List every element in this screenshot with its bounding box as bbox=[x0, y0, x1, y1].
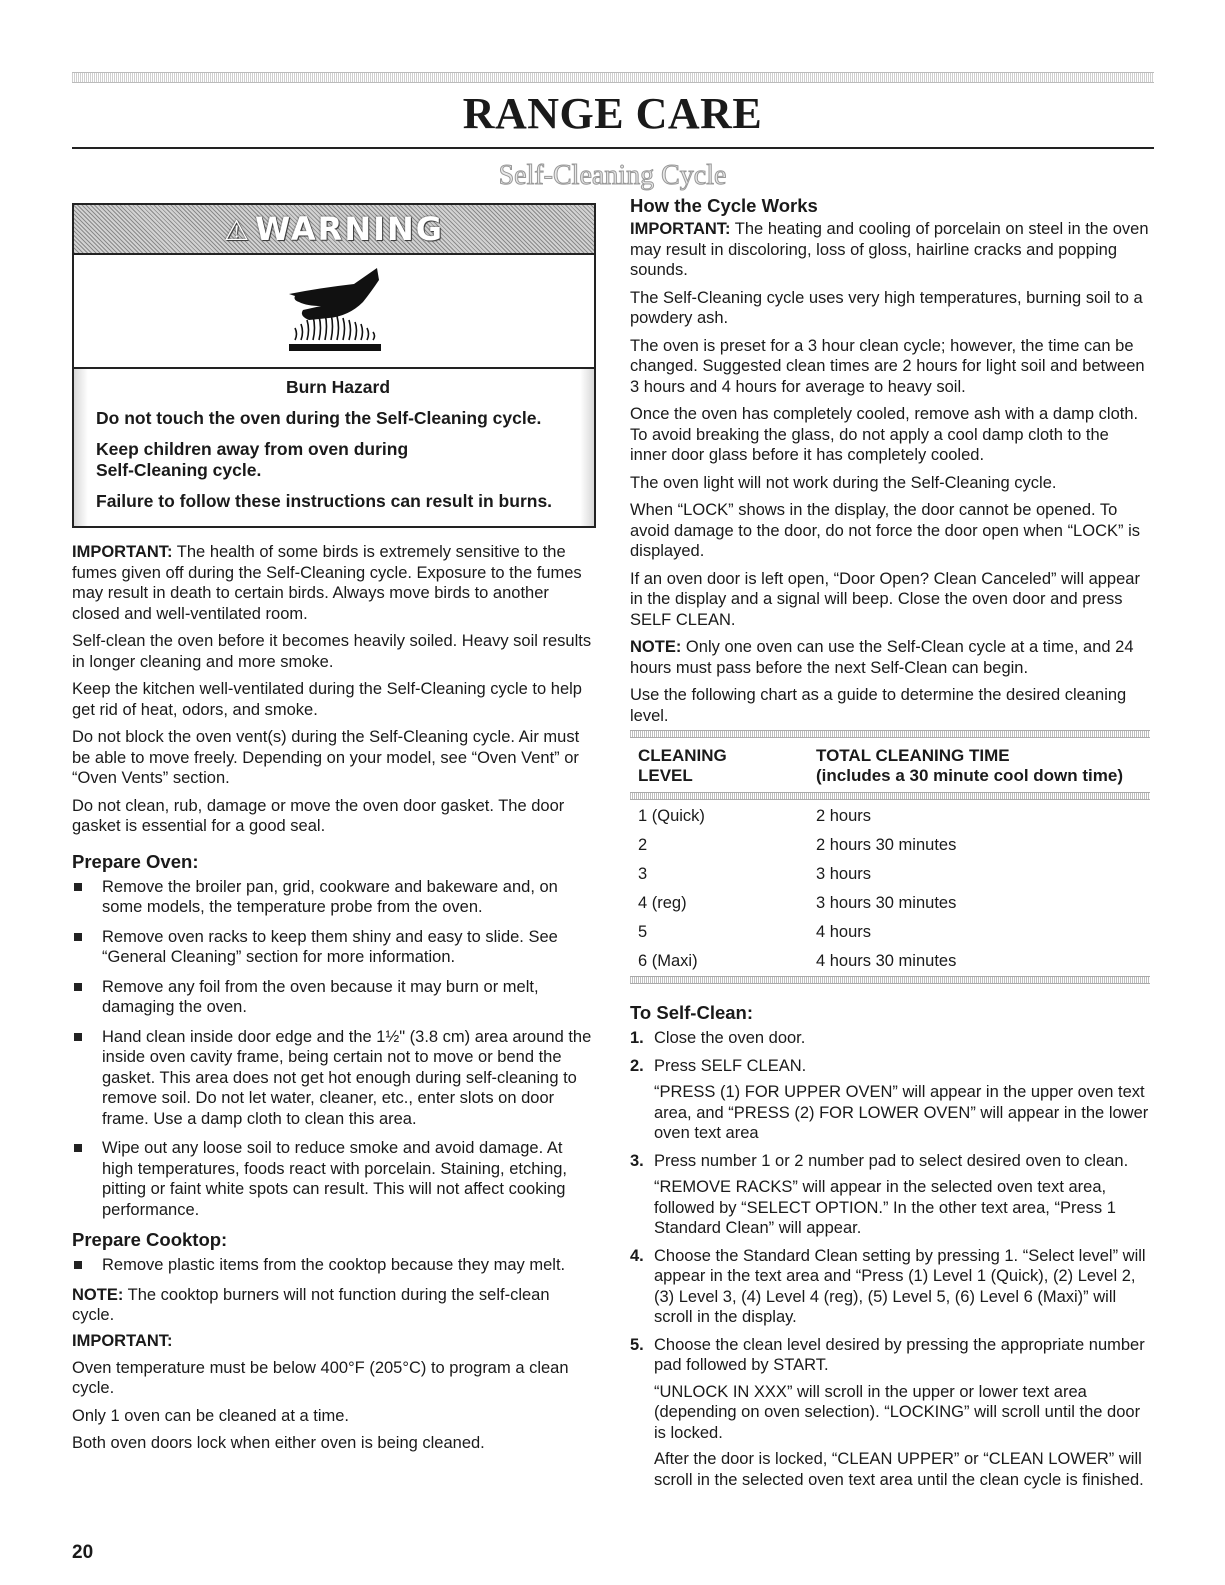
paragraph: Once the oven has completely cooled, remove ash with a damp cloth. To avoid breaking the glass, do not apply a cool damp cloth to the inner door glass before it has completely cooled. bbox=[630, 405, 1139, 464]
paragraph: The oven is preset for a 3 hour clean cycle; however, the time can be changed. Suggested clean times are 2 hours for light soil and between 3 hours and 4 hours for average to heavy soil. bbox=[630, 336, 1145, 396]
paragraph: Only 1 oven can be cleaned at a time. bbox=[72, 1406, 350, 1425]
self-clean-steps bbox=[630, 1028, 1150, 1490]
table-row bbox=[630, 802, 1150, 831]
warning-pictogram bbox=[74, 255, 594, 369]
table-row bbox=[630, 831, 1150, 860]
paragraph: Keep the kitchen well-ventilated during the Self-Cleaning cycle to help get rid of heat, odors, and smoke. bbox=[72, 680, 582, 719]
cell-level: 4 (reg) bbox=[638, 894, 687, 912]
important-paragraph: IMPORTANT: The heating and cooling of porcelain on steel in the oven may result in discoloring, loss of gloss, hairline cracks and popping sounds. bbox=[630, 220, 1149, 279]
important-heading: IMPORTANT: bbox=[72, 1331, 173, 1350]
table-row bbox=[630, 918, 1150, 947]
column-header-level: CLEANING LEVEL bbox=[638, 746, 727, 785]
cell-time: 3 hours 30 minutes bbox=[816, 894, 957, 912]
step-item: 1. Close the oven door. bbox=[630, 1029, 806, 1047]
cleaning-level-table bbox=[630, 730, 1150, 984]
cell-level: 3 bbox=[638, 865, 648, 883]
title-rule bbox=[72, 147, 1154, 149]
right-column bbox=[630, 195, 1150, 1497]
note-paragraph: NOTE: The cooktop burners will not function during the self-clean cycle. bbox=[72, 1285, 550, 1324]
cell-time: 2 hours 30 minutes bbox=[816, 836, 957, 854]
cell-time: 3 hours bbox=[816, 865, 872, 883]
step-item: 4. Choose the Standard Clean setting by pressing 1. “Select level” will appear in the text area and “Press (1) Level 1 (Quick), (2) Level 2, (3) Level 3, (4) Level 4 (reg), (5) Level 5, (6) Level 6 (Maxi)” will scroll in the display. bbox=[630, 1246, 1146, 1326]
page-title: RANGE CARE bbox=[462, 89, 763, 138]
page-number: 20 bbox=[72, 1542, 94, 1563]
paragraph: Use the following chart as a guide to determine the desired cleaning level. bbox=[630, 686, 1127, 725]
cell-level: 6 (Maxi) bbox=[638, 952, 698, 970]
how-cycle-works-heading: How the Cycle Works bbox=[630, 195, 818, 216]
list-item: Wipe out any loose soil to reduce smoke and avoid damage. At high temperatures, foods react with porcelain. Staining, etching, pitting or faint white spots can result. This will not affect cooking performance. bbox=[72, 1138, 596, 1220]
paragraph: Both oven doors lock when either oven is being cleaned. bbox=[72, 1434, 485, 1452]
paragraph: When “LOCK” shows in the display, the door cannot be opened. To avoid damage to the door, do not force the door open when “LOCK” is displayed. bbox=[630, 501, 1140, 560]
cell-level: 5 bbox=[638, 923, 648, 941]
paragraph: Do not block the oven vent(s) during the Self-Cleaning cycle. Air must be able to move freely. Depending on your model, see “Oven Vent” or “Oven Vents” section. bbox=[72, 728, 580, 787]
prepare-oven-heading: Prepare Oven: bbox=[72, 850, 199, 872]
prepare-cooktop-heading: Prepare Cooktop: bbox=[72, 1229, 228, 1250]
warning-header bbox=[74, 205, 594, 255]
section-subtitle: Self-Cleaning Cycle bbox=[498, 160, 727, 191]
cell-level: 1 (Quick) bbox=[638, 807, 705, 825]
list-item: Remove oven racks to keep them shiny and easy to slide. See “General Cleaning” section for more information. bbox=[72, 927, 596, 968]
list-item: Remove any foil from the oven because it may burn or melt, damaging the oven. bbox=[72, 977, 596, 1018]
prepare-cooktop-list bbox=[72, 1255, 596, 1276]
table-row bbox=[630, 889, 1150, 918]
warning-line: Failure to follow these instructions can result in burns. bbox=[96, 491, 553, 511]
warning-line: Do not touch the oven during the Self-Cleaning cycle. bbox=[96, 408, 542, 428]
cell-time: 2 hours bbox=[816, 807, 872, 825]
paragraph: Oven temperature must be below 400°F (205°C) to program a clean cycle. bbox=[72, 1358, 569, 1397]
hot-surface-hand-icon bbox=[259, 266, 409, 356]
table-row bbox=[630, 947, 1150, 976]
paragraph: The oven light will not work during the Self-Cleaning cycle. bbox=[630, 473, 1057, 492]
note-paragraph: NOTE: Only one oven can use the Self-Clean cycle at a time, and 24 hours must pass before the next Self-Clean can begin. bbox=[630, 638, 1134, 677]
cell-time: 4 hours 30 minutes bbox=[816, 952, 957, 970]
warning-triangle-icon: ⚠ bbox=[223, 214, 252, 247]
list-item: Remove plastic items from the cooktop because they may melt. bbox=[72, 1255, 596, 1276]
step-item: 2. Press SELF CLEAN. “PRESS (1) FOR UPPER OVEN” will appear in the upper oven text area, and “PRESS (2) FOR LOWER OVEN” will appear in the lower oven text area bbox=[630, 1056, 1149, 1142]
paragraph: Do not clean, rub, damage or move the oven door gasket. The door gasket is essential for a good seal. bbox=[72, 796, 565, 835]
warning-text bbox=[74, 369, 594, 526]
step-item: 5. Choose the clean level desired by pressing the appropriate number pad followed by START. “UNLOCK IN XXX” will scroll in the upper or lower text area (depending on oven selection). “LOCKING” will scroll until the door is locked. After the door is locked, “CLEAN UPPER” or “CLEAN LOWER” will scroll in the selected oven text area until the clean cycle is finished. bbox=[630, 1335, 1145, 1489]
table-row bbox=[630, 860, 1150, 889]
paragraph: If an oven door is left open, “Door Open? Clean Canceled” will appear in the display and a signal will beep. Close the oven door and press SELF CLEAN. bbox=[630, 569, 1140, 629]
left-text bbox=[72, 542, 596, 1454]
prepare-oven-list bbox=[72, 877, 596, 1221]
list-item: Remove the broiler pan, grid, cookware and bakeware and, on some models, the temperature probe from the oven. bbox=[72, 877, 596, 918]
hazard-label: Burn Hazard bbox=[285, 377, 391, 397]
warning-line: Keep children away from oven during Self-Cleaning cycle. bbox=[96, 439, 409, 480]
table-header-row bbox=[630, 740, 1150, 788]
paragraph: The Self-Cleaning cycle uses very high temperatures, burning soil to a powdery ash. bbox=[630, 288, 1143, 327]
step-item: 3. Press number 1 or 2 number pad to select desired oven to clean. “REMOVE RACKS” will appear in the selected oven text area, followed by “SELECT OPTION.” In the other text area, “Press 1 Standard Clean” will appear. bbox=[630, 1151, 1129, 1237]
paragraph: Self-clean the oven before it becomes heavily soiled. Heavy soil results in longer cleaning and more smoke. bbox=[72, 632, 592, 671]
self-clean-heading: To Self-Clean: bbox=[630, 1002, 753, 1023]
list-item: Hand clean inside door edge and the 1½" (3.8 cm) area around the inside oven cavity frame, being certain not to move or bend the gasket. This area does not get hot enough during self-cleaning to remove soil. Do not let water, cleaner, etc., enter slots on door frame. Use a damp cloth to clean this area. bbox=[72, 1027, 596, 1130]
cell-level: 2 bbox=[638, 836, 648, 854]
warning-title: WARNING bbox=[255, 210, 445, 248]
warning-box bbox=[72, 203, 596, 528]
header-decor-bar bbox=[72, 72, 1154, 83]
left-column bbox=[72, 203, 596, 1454]
cell-time: 4 hours bbox=[816, 923, 872, 941]
important-paragraph: IMPORTANT: The health of some birds is extremely sensitive to the fumes given off during the Self-Cleaning cycle. Exposure to the fumes may result in death to certain birds. Always move birds to another closed and well-ventilated room. bbox=[72, 543, 582, 623]
column-header-time: TOTAL CLEANING TIME (includes a 30 minute cool down time) bbox=[816, 746, 1123, 785]
